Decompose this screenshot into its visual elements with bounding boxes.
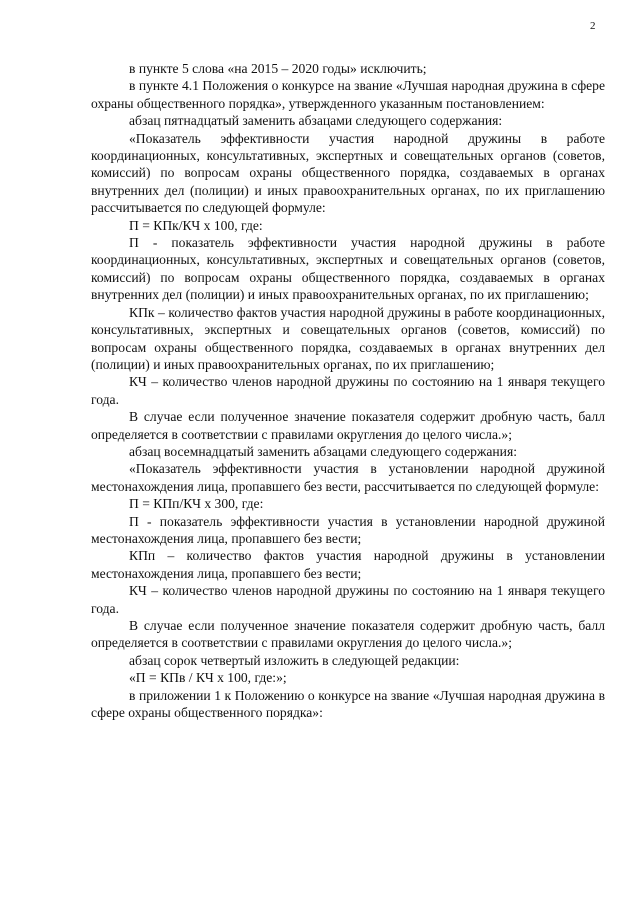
paragraph: П - показатель эффективности участия в установлении народной дружиной местонахождения лица, пропавшего без вести;	[91, 513, 605, 546]
paragraph: КЧ – количество членов народной дружины по состоянию на 1 января текущего года.	[91, 374, 605, 407]
formula: «П = КПв / КЧ х 100, где:»;	[129, 670, 287, 686]
paragraph: в пункте 5 слова «на 2015 – 2020 годы» исключить;	[129, 61, 427, 76]
paragraph: в приложении 1 к Положению о конкурсе на звание «Лучшая народная дружина в сфере охраны общественного порядка»:	[91, 687, 605, 721]
document-body	[91, 60, 605, 721]
paragraph: КЧ – количество членов народной дружины по состоянию на 1 января текущего года.	[91, 583, 605, 616]
page-number: 2	[590, 20, 596, 32]
paragraph: абзац сорок четвертый изложить в следующей редакции:	[129, 652, 460, 668]
paragraph: абзац пятнадцатый заменить абзацами следующего содержания:	[129, 113, 503, 129]
paragraph: В случае если полученное значение показателя содержит дробную часть, балл определяется в соответствии с правилами округления до целого числа.»;	[91, 618, 605, 651]
formula: П = КПк/КЧ х 100, где:	[129, 217, 263, 233]
paragraph: КПк – количество фактов участия народной дружины в работе координационных, консультативных, экспертных и совещательных органов (советов, комиссий) по вопросам охраны общественного порядка, создаваемых в органах внутренних дел (полиции) и иных правоохранительных органах, по их приглашению;	[91, 304, 605, 372]
paragraph: В случае если полученное значение показателя содержит дробную часть, балл определяется в соответствии с правилами округления до целого числа.»;	[91, 409, 605, 442]
formula: П = КПп/КЧ х 300, где:	[129, 496, 264, 512]
paragraph: «Показатель эффективности участия в установлении народной дружиной местонахождения лица, пропавшего без вести, рассчитывается по следующей формуле:	[91, 461, 605, 494]
paragraph: в пункте 4.1 Положения о конкурсе на звание «Лучшая народная дружина в сфере охраны общественного порядка», утвержденного указанным постановлением:	[91, 78, 605, 111]
paragraph: абзац восемнадцатый заменить абзацами следующего содержания:	[129, 443, 517, 459]
paragraph: П - показатель эффективности участия народной дружины в работе координационных, консультативных, экспертных и совещательных органов (советов, комиссий) по вопросам охраны общественного порядка, создаваемых в органах внутренних дел (полиции) и иных правоохранительных органах, по их приглашению;	[91, 235, 605, 303]
paragraph: КПп – количество фактов участия народной дружины в установлении местонахождения лица, пропавшего без вести;	[91, 548, 605, 581]
paragraph: «Показатель эффективности участия народной дружины в работе координационных, консультативных, экспертных и совещательных органов (советов, комиссий) по вопросам охраны общественного порядка, создаваемых в органах внутренних дел (полиции) и иных правоохранительных органах, по их приглашению рассчитывается по следующей формуле:	[91, 130, 605, 216]
